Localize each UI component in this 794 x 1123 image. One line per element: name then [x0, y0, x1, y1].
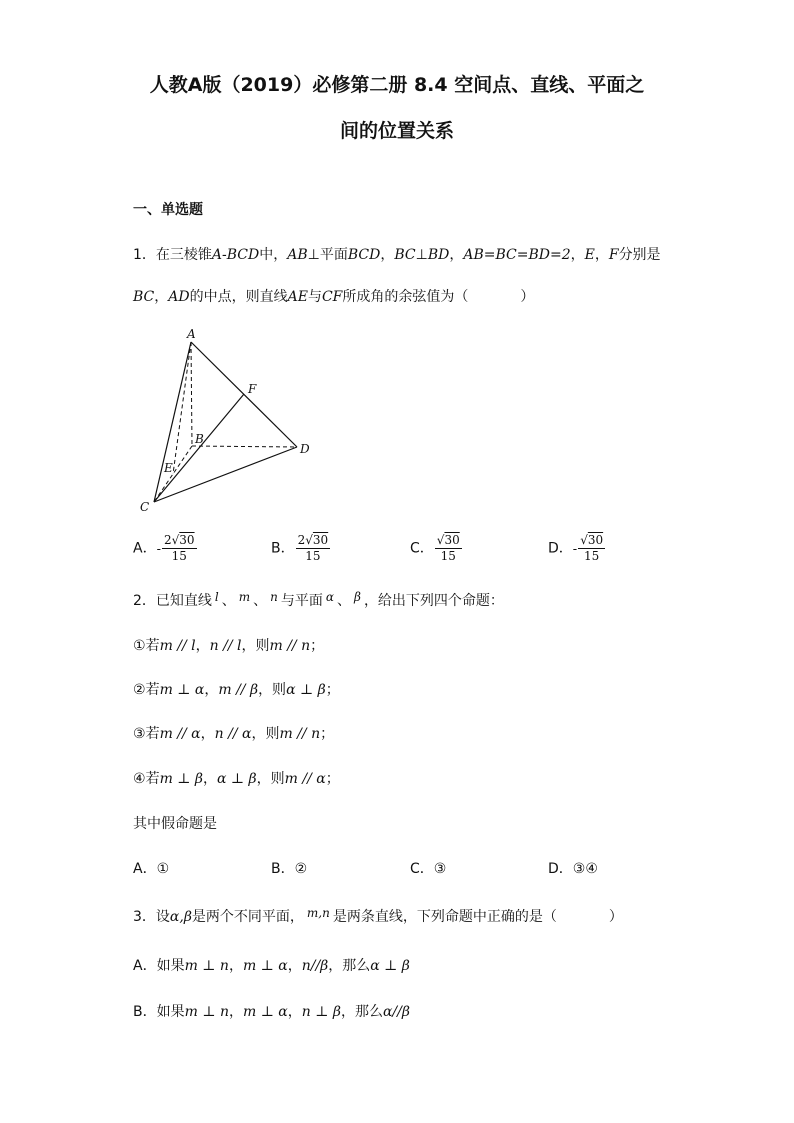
- edge-bd: [192, 446, 297, 447]
- q2-option-c[interactable]: C．③: [410, 861, 447, 877]
- q2-option-b[interactable]: B．②: [271, 861, 308, 877]
- q1-option-b[interactable]: B． $\frac{2√30}{15}$: [271, 533, 329, 563]
- edge-ac: [154, 342, 191, 502]
- q1-option-d[interactable]: D．- $\frac{√30}{15}$: [548, 533, 604, 563]
- page-title-line2: 间的位置关系: [339, 120, 454, 142]
- q3-stem: 3．设α,β是两个不同平面， m,n 是两条直线，下列命题中正确的是（ ）: [133, 906, 623, 925]
- q1-option-a[interactable]: A．- $\frac{2√30}{15}$: [133, 533, 195, 563]
- q2-proposition-2: ②若m ⊥ α，m // β，则α ⊥ β；: [133, 682, 340, 698]
- q2-proposition-3: ③若m // α，n // α，则m // n；: [133, 726, 335, 742]
- segment-cf: [154, 394, 244, 502]
- q3-option-b[interactable]: B．如果m ⊥ n，m ⊥ α，n ⊥ β，那么α//β: [133, 1004, 410, 1020]
- q3-option-a[interactable]: A．如果m ⊥ n，m ⊥ α，n//β，那么α ⊥ β: [133, 958, 410, 974]
- q2-option-a[interactable]: A．①: [133, 861, 170, 877]
- q2-question: 其中假命题是: [133, 816, 217, 832]
- q1-option-c[interactable]: C． $\frac{√30}{15}$: [410, 533, 460, 563]
- label-d: D: [300, 442, 310, 456]
- label-c: C: [140, 500, 150, 514]
- label-f: F: [248, 382, 257, 396]
- q2-option-d[interactable]: D．③④: [548, 861, 598, 877]
- page-title-line1: 人教A版（2019）必修第二册 8.4 空间点、直线、平面之: [149, 74, 645, 96]
- q2-proposition-1: ①若m // l，n // l，则m // n；: [133, 638, 325, 654]
- label-e: E: [164, 461, 173, 475]
- q1-stem-line2: BC，AD的中点，则直线AE与CF所成角的余弦值为（ ）: [133, 289, 535, 305]
- q2-proposition-4: ④若m ⊥ β，α ⊥ β，则m // α；: [133, 771, 340, 787]
- q1-stem-line1: 1．在三棱锥A-BCD中，AB⊥平面BCD，BC⊥BD，AB=BC=BD=2，E，F分别是: [133, 247, 661, 263]
- edge-ab: [191, 342, 192, 446]
- q2-stem: 2．已知直线 l 、 m 、 n 与平面 α 、 β ，给出下列四个命题：: [133, 590, 504, 609]
- label-a: A: [187, 327, 196, 341]
- label-b: B: [195, 432, 204, 446]
- section-heading: 一、单选题: [133, 202, 203, 218]
- tetrahedron-figure: [133, 322, 323, 517]
